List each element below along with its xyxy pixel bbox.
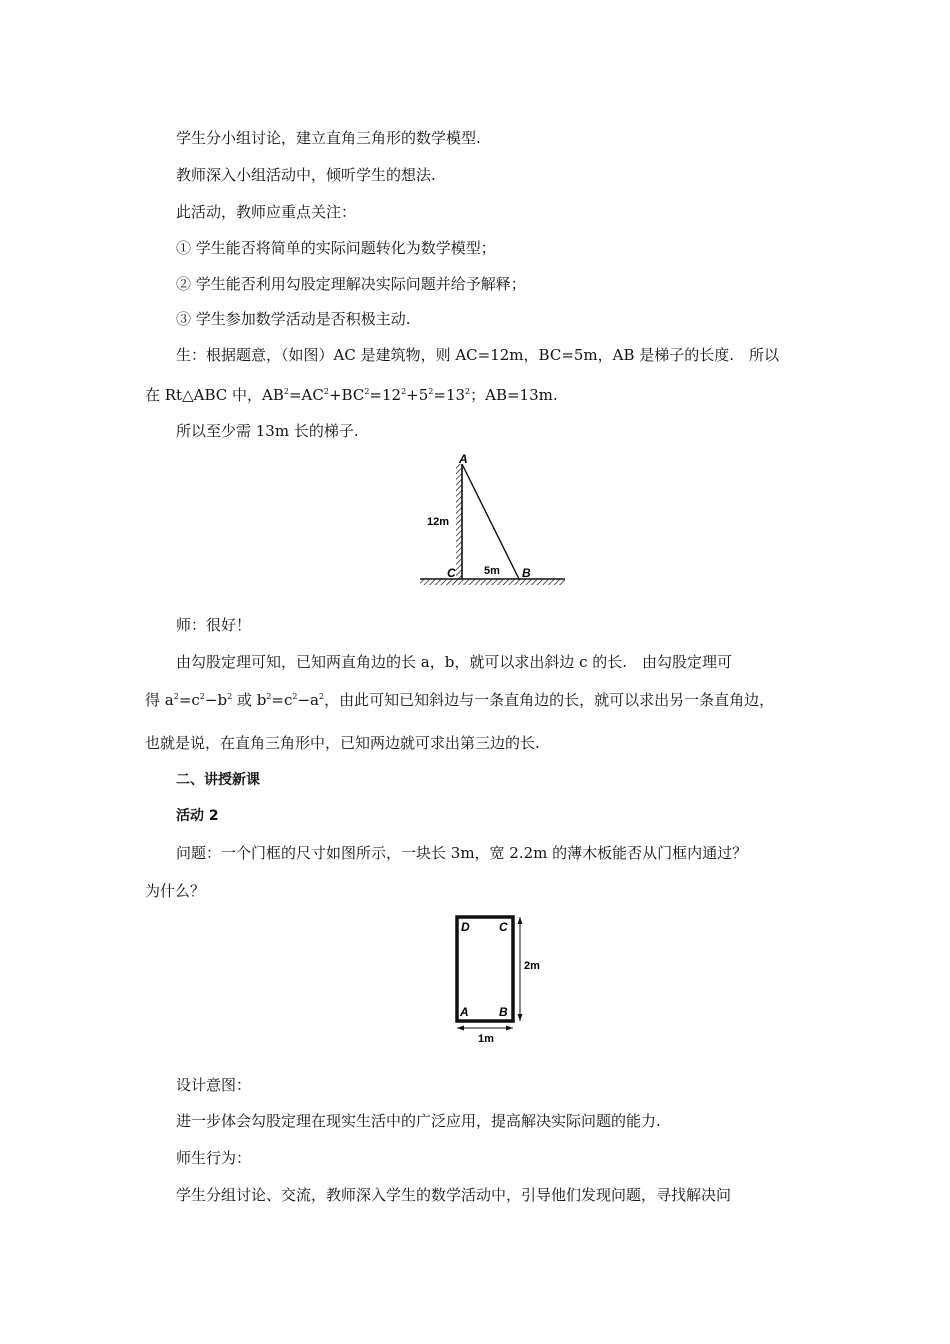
- exponent: 2: [199, 692, 205, 701]
- text-run: +BC: [328, 386, 365, 404]
- exponent: 2: [364, 387, 370, 396]
- exponent: 2: [401, 387, 407, 396]
- base-label: 5m: [484, 565, 500, 577]
- text-run: 在 Rt△ABC 中，AB: [145, 386, 284, 404]
- arrow-up: [518, 917, 523, 924]
- text-run: =13: [433, 386, 466, 404]
- label-a: A: [459, 452, 468, 466]
- exponent: 2: [465, 387, 471, 396]
- text-run: −a: [297, 691, 319, 709]
- paragraph: 问题：一个门框的尺寸如图所示，一块长 3m，宽 2.2m 的薄木板能否从门框内通过？: [176, 844, 748, 862]
- height-label: 12m: [427, 516, 450, 528]
- height-label: 2m: [524, 960, 540, 972]
- label-d: D: [461, 920, 470, 934]
- paragraph: 学生分组讨论、交流，教师深入学生的数学活动中，引导他们发现问题，寻找解决问: [176, 1186, 732, 1204]
- label-c: C: [499, 920, 508, 934]
- paragraph: 也就是说，在直角三角形中，已知两边就可求出第三边的长.: [145, 734, 540, 752]
- exponent: 2: [323, 387, 329, 396]
- ladder-line: [462, 464, 519, 579]
- list-item: ③ 学生参加数学活动是否积极主动.: [176, 310, 411, 328]
- activity-heading: 活动 2: [176, 808, 219, 824]
- building-wall: [456, 464, 462, 579]
- paragraph: 师：很好！: [176, 616, 252, 634]
- exponent: 2: [266, 692, 272, 701]
- equation-line: [145, 385, 558, 405]
- list-item: ① 学生能否将简单的实际问题转化为数学模型；: [176, 239, 496, 257]
- text-run: −b: [204, 691, 228, 709]
- paragraph: 设计意图：: [176, 1076, 252, 1094]
- label-b: B: [499, 1005, 508, 1019]
- text-run: =c: [178, 691, 200, 709]
- ground-hatch: [420, 579, 565, 585]
- arrow-down: [518, 1014, 523, 1021]
- text-run: =AC: [288, 386, 324, 404]
- ladder-diagram: [415, 452, 570, 592]
- arrow-left: [457, 1026, 464, 1031]
- text-run: ；AB=13m.: [470, 386, 558, 404]
- text-run: =12: [369, 386, 402, 404]
- door-frame-diagram: [448, 912, 548, 1047]
- exponent: 2: [173, 692, 179, 701]
- paragraph: 教师深入小组活动中，倾听学生的想法.: [176, 166, 436, 184]
- text-run: 得 a: [145, 691, 174, 709]
- paragraph: 为什么？: [145, 882, 206, 900]
- exponent: 2: [428, 387, 434, 396]
- text-run: 或 b: [232, 691, 267, 709]
- width-label: 1m: [478, 1033, 494, 1045]
- text-run: =c: [271, 691, 293, 709]
- paragraph: 师生行为：: [176, 1149, 252, 1167]
- section-heading: 二、讲授新课: [176, 772, 260, 788]
- label-a: A: [460, 1005, 469, 1019]
- paragraph: 学生分小组讨论，建立直角三角形的数学模型.: [176, 129, 481, 147]
- text-run: +5: [406, 386, 429, 404]
- paragraph: 此活动，教师应重点关注：: [176, 203, 357, 221]
- exponent: 2: [283, 387, 289, 396]
- equation-line: [145, 690, 774, 710]
- list-item: ② 学生能否利用勾股定理解决实际问题并给予解释；: [176, 275, 526, 293]
- label-c: C: [447, 566, 456, 580]
- paragraph: 进一步体会勾股定理在现实生活中的广泛应用，提高解决实际问题的能力.: [176, 1112, 661, 1130]
- label-b: B: [522, 566, 531, 580]
- exponent: 2: [292, 692, 298, 701]
- arrow-right: [506, 1026, 513, 1031]
- paragraph: 由勾股定理可知，已知两直角边的长 a，b，就可以求出斜边 c 的长. 由勾股定理可: [176, 653, 733, 671]
- ladder-figure: [415, 452, 570, 592]
- paragraph: 生：根据题意，（如图）AC 是建筑物，则 AC=12m，BC=5m，AB 是梯子的长度. 所以: [176, 346, 780, 364]
- text-run: ，由此可知已知斜边与一条直角边的长，就可以求出另一条直角边，: [324, 691, 775, 709]
- door-frame-figure: [448, 912, 548, 1047]
- paragraph: 所以至少需 13m 长的梯子.: [176, 422, 359, 440]
- exponent: 2: [227, 692, 233, 701]
- exponent: 2: [318, 692, 325, 701]
